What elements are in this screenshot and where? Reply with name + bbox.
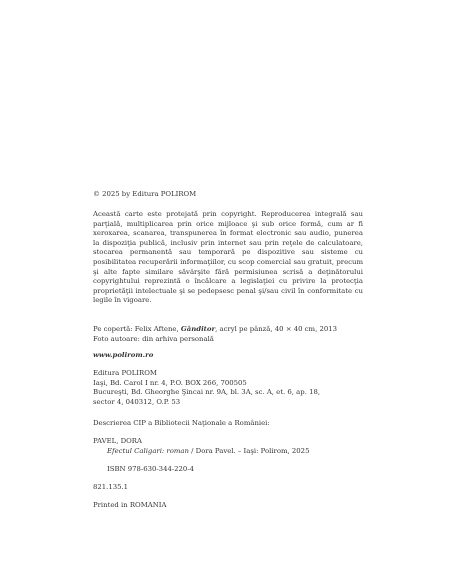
copyright-line: © 2025 by Editura POLIROM xyxy=(93,190,197,198)
cover-credit: Pe copertă: Felix Aftene, Gânditor, acryl pe pânză, 40 × 40 cm, 2013 xyxy=(93,325,337,333)
cip-header: Descrierea CIP a Bibliotecii Naţionale a României: xyxy=(93,419,270,427)
cip-udc: 821.135.1 xyxy=(93,483,129,491)
photo-credit: Foto autoare: din arhiva personală xyxy=(93,334,214,343)
publisher-bucharest-1: Bucureşti, Bd. Gheorghe Şincai nr. 9A, bl. 3A, sc. A, et. 6, ap. 18, xyxy=(93,388,321,397)
cip-title: Efectul Caligari: roman / Dora Pavel. – Iaşi: Polirom, 2025 xyxy=(107,446,310,455)
website-link[interactable]: www.polirom.ro xyxy=(93,351,154,359)
printed-in: Printed in ROMANIA xyxy=(93,501,167,509)
copyright-notice: Această carte este protejată prin copyright. Reproducerea integrală sau parţială, multiplicarea prin orice mijloace şi sub orice formă, cum ar fi xeroxarea, scanarea, transpunerea în format electronic sau audio, punerea la dispoziţia publică, inclusiv prin internet sau prin reţele de calculatoare, stocarea permanentă sau temporară pe dispozitive sau sisteme cu posibilitatea recuperării informaţiilor, cu scop comercial sau gratuit, precum şi alte fapte similare săvârşite fără permisiunea scrisă a deţinătorului copyrightului reprezintă o încălcare a legislaţiei cu privire la protecţia proprietăţii intelectuale şi se pedepsesc penal şi/sau civil în conformitate cu legile în vigoare. xyxy=(93,210,363,305)
publisher-name: Editura POLIROM xyxy=(93,369,157,377)
cip-author: PAVEL, DORA xyxy=(93,437,142,445)
publisher-bucharest-2: sector 4, 040312, O.P. 53 xyxy=(93,397,181,406)
cip-isbn: ISBN 978-630-344-220-4 xyxy=(107,465,195,473)
publisher-iasi: Iaşi, Bd. Carol I nr. 4, P.O. BOX 266, 700505 xyxy=(93,378,247,387)
publisher-address xyxy=(93,369,363,407)
cover-artwork-title: Gânditor xyxy=(180,325,216,333)
